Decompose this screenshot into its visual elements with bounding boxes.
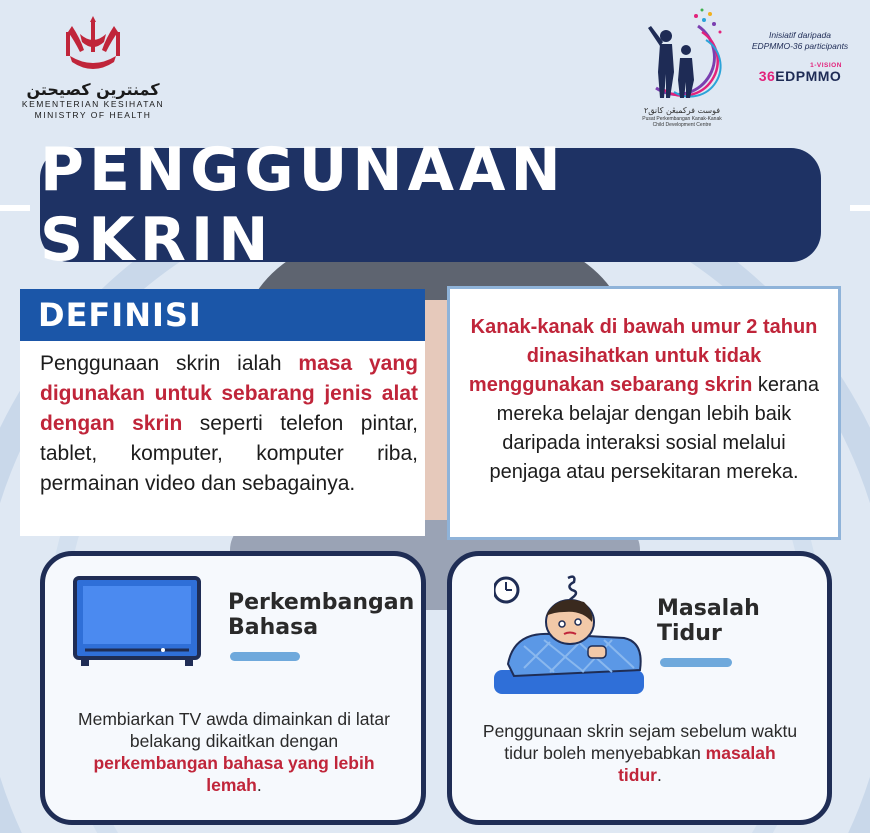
card-body-language-end: . <box>256 775 262 795</box>
accent-bar <box>230 652 300 661</box>
definition-text-part-2: seperti telefon pintar, tablet, komputer, komputer riba, permainan video dan sebagainya. <box>40 412 418 495</box>
card-body-sleep-highlight: masalah tidur <box>618 743 776 785</box>
card-body-language-part-1: Membiarkan TV awda dimainkan di latar belakang dikaitkan dengan <box>78 709 390 751</box>
vision-label: 1-VISION <box>810 62 842 69</box>
card-body-language-highlight: perkembangan bahasa yang lebih lemah <box>93 753 375 795</box>
edpmmo-number: 36 <box>758 68 776 84</box>
title-banner <box>40 135 821 275</box>
initiative-line-2: EDPMMO-36 participants <box>751 41 849 51</box>
card-sleep-problem <box>447 551 832 825</box>
card-language-development <box>40 551 426 825</box>
advice-box <box>447 286 841 540</box>
page-title: PENGGUNAAN SKRIN <box>40 135 566 275</box>
ministry-name-malay: KEMENTERIAN KESIHATAN <box>21 99 165 109</box>
accent-bar <box>660 658 732 667</box>
card-title-sleep-line-2: Tidur <box>657 621 722 646</box>
sleeping-child-icon <box>494 572 654 702</box>
children-silhouette-icon <box>636 6 728 106</box>
card-body-sleep-part-1: Penggunaan skrin sejam sebelum waktu tidur boleh menyebabkan <box>482 721 798 763</box>
card-title-language-line-2: Bahasa <box>228 615 319 640</box>
definition-box <box>20 289 425 536</box>
cdc-name-malay: Pusat Perkembangan Kanak-Kanak <box>642 116 722 122</box>
cdc-name-jawi: فوست فركمبڠن كانق٢ <box>643 106 721 115</box>
definition-text <box>40 349 418 499</box>
cdc-name-english: Child Development Centre <box>652 122 712 128</box>
definition-text-part-1: Penggunaan skrin ialah <box>40 352 299 375</box>
child-development-centre-logo <box>636 6 728 128</box>
card-body-language <box>73 708 395 796</box>
definition-heading: DEFINISI <box>20 289 425 341</box>
ministry-name-english: MINISTRY OF HEALTH <box>34 110 152 120</box>
advice-highlight: Kanak-kanak di bawah umur 2 tahun dinasihatkan untuk tidak menggunakan sebarang skrin <box>468 316 818 396</box>
card-title-language-line-1: Perkembangan <box>228 590 415 615</box>
card-title-sleep <box>657 596 760 646</box>
initiative-credit <box>734 30 866 84</box>
advice-text <box>468 313 820 487</box>
edpmmo-text: EDPMMO <box>775 68 842 84</box>
card-body-sleep <box>480 720 800 786</box>
ministry-logo <box>18 12 168 121</box>
ministry-name-jawi: کمنترين کصيحتن <box>26 80 160 99</box>
edpmmo-logo <box>734 68 866 84</box>
brunei-crest-icon <box>58 12 128 78</box>
definition-highlight: masa yang digunakan untuk sebarang jenis alat dengan skrin <box>40 352 418 435</box>
card-title-sleep-line-1: Masalah <box>657 596 760 621</box>
tv-icon <box>73 576 201 668</box>
card-body-sleep-end: . <box>657 765 662 785</box>
advice-text-rest: kerana mereka belajar dengan lebih baik daripada interaksi sosial melalui penjaga atau persekitaran mereka. <box>489 374 820 483</box>
initiative-line-1: Inisiatif daripada <box>769 30 831 40</box>
card-title-language <box>228 590 414 640</box>
